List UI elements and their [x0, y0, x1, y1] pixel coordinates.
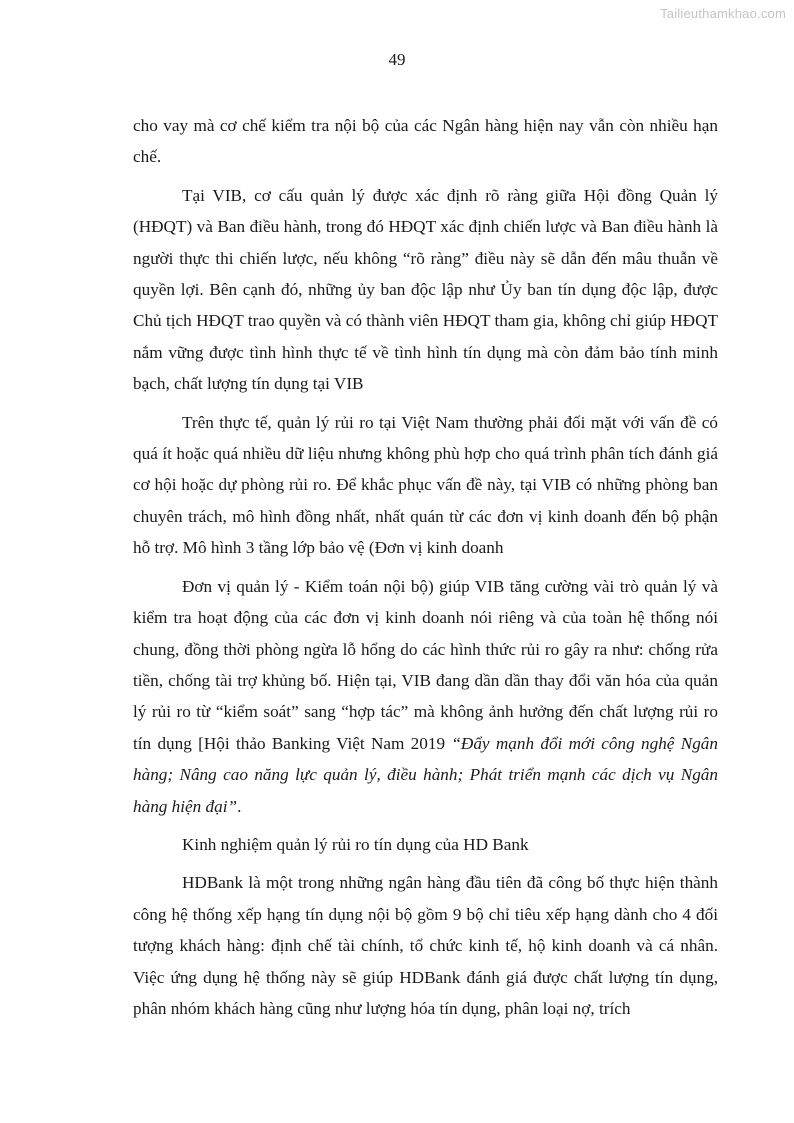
page-number: 49	[388, 50, 406, 69]
paragraph-text: Đơn vị quản lý - Kiểm toán nội bộ) giúp VIB tăng cường vài trò quản lý và kiểm tra hoạt động của các đơn vị kinh doanh nói riêng và của toàn hệ thống nói chung, đồng thời phòng ngừa lỗ hổng do các hình thức rủi ro gây ra như: chống rửa tiền, chống tài trợ khủng bố. Hiện tại, VIB đang dần dần thay đổi văn hóa của quản lý rủi ro từ “kiểm soát” sang “hợp tác” mà không ảnh hưởng đến chất lượng rủi ro tín dụng [Hội thảo Banking Việt Nam 2019	[133, 576, 718, 753]
watermark-text: Tailieuthamkhao.com	[660, 6, 786, 21]
citation-end: .	[237, 796, 242, 816]
paragraph-hdbank: HDBank là một trong những ngân hàng đầu tiên đã công bố thực hiện thành công hệ thống xếp hạng tín dụng nội bộ gồm 9 bộ chỉ tiêu xếp hạng dành cho 4 đối tượng khách hàng: định chế tài chính, tổ chức kinh tế, hộ kinh doanh và cá nhân. Việc ứng dụng hệ thống này sẽ giúp HDBank đánh giá được chất lượng tín dụng, phân nhóm khách hàng cũng như lượng hóa tín dụng, phân loại nợ, trích	[133, 873, 718, 1018]
paragraph-risk-management: Trên thực tế, quản lý rủi ro tại Việt Nam thường phải đối mặt với vấn đề có quá ít hoặc quá nhiều dữ liệu nhưng không phù hợp cho quá trình phân tích đánh giá cơ hội hoặc dự phòng rủi ro. Để khắc phục vấn đề này, tại VIB có những phòng ban chuyên trách, mô hình đồng nhất, nhất quán từ các đơn vị kinh doanh đến bộ phận hỗ trợ. Mô hình 3 tầng lớp bảo vệ (Đơn vị kinh doanh	[133, 412, 718, 558]
paragraph-continuation: cho vay mà cơ chế kiểm tra nội bộ của các Ngân hàng hiện nay vẫn còn nhiều hạn chế.	[133, 116, 718, 167]
paragraph-vib-control	[133, 571, 718, 822]
document-body	[133, 110, 718, 1031]
italic-citation: “Đẩy mạnh đổi mới công nghệ Ngân hàng; Nâng cao năng lực quản lý, điều hành; Phát triển mạnh các dịch vụ Ngân hàng hiện đại”	[133, 733, 718, 816]
paragraph-vib-structure: Tại VIB, cơ cấu quản lý được xác định rõ ràng giữa Hội đồng Quản lý (HĐQT) và Ban điều hành, trong đó HĐQT xác định chiến lược và Ban điều hành là người thực thi chiến lược, nếu không “rõ ràng” điều này sẽ dẫn đến mâu thuẫn về quyền lợi. Bên cạnh đó, những ủy ban độc lập như Ủy ban tín dụng độc lập, được Chủ tịch HĐQT trao quyền và có thành viên HĐQT tham gia, không chỉ giúp HĐQT nắm vững được tình hình thực tế về tình hình tín dụng mà còn đảm bảo tính minh bạch, chất lượng tín dụng tại VIB	[133, 185, 718, 394]
section-heading-hdbank: Kinh nghiệm quản lý rủi ro tín dụng của HD Bank	[182, 834, 529, 854]
